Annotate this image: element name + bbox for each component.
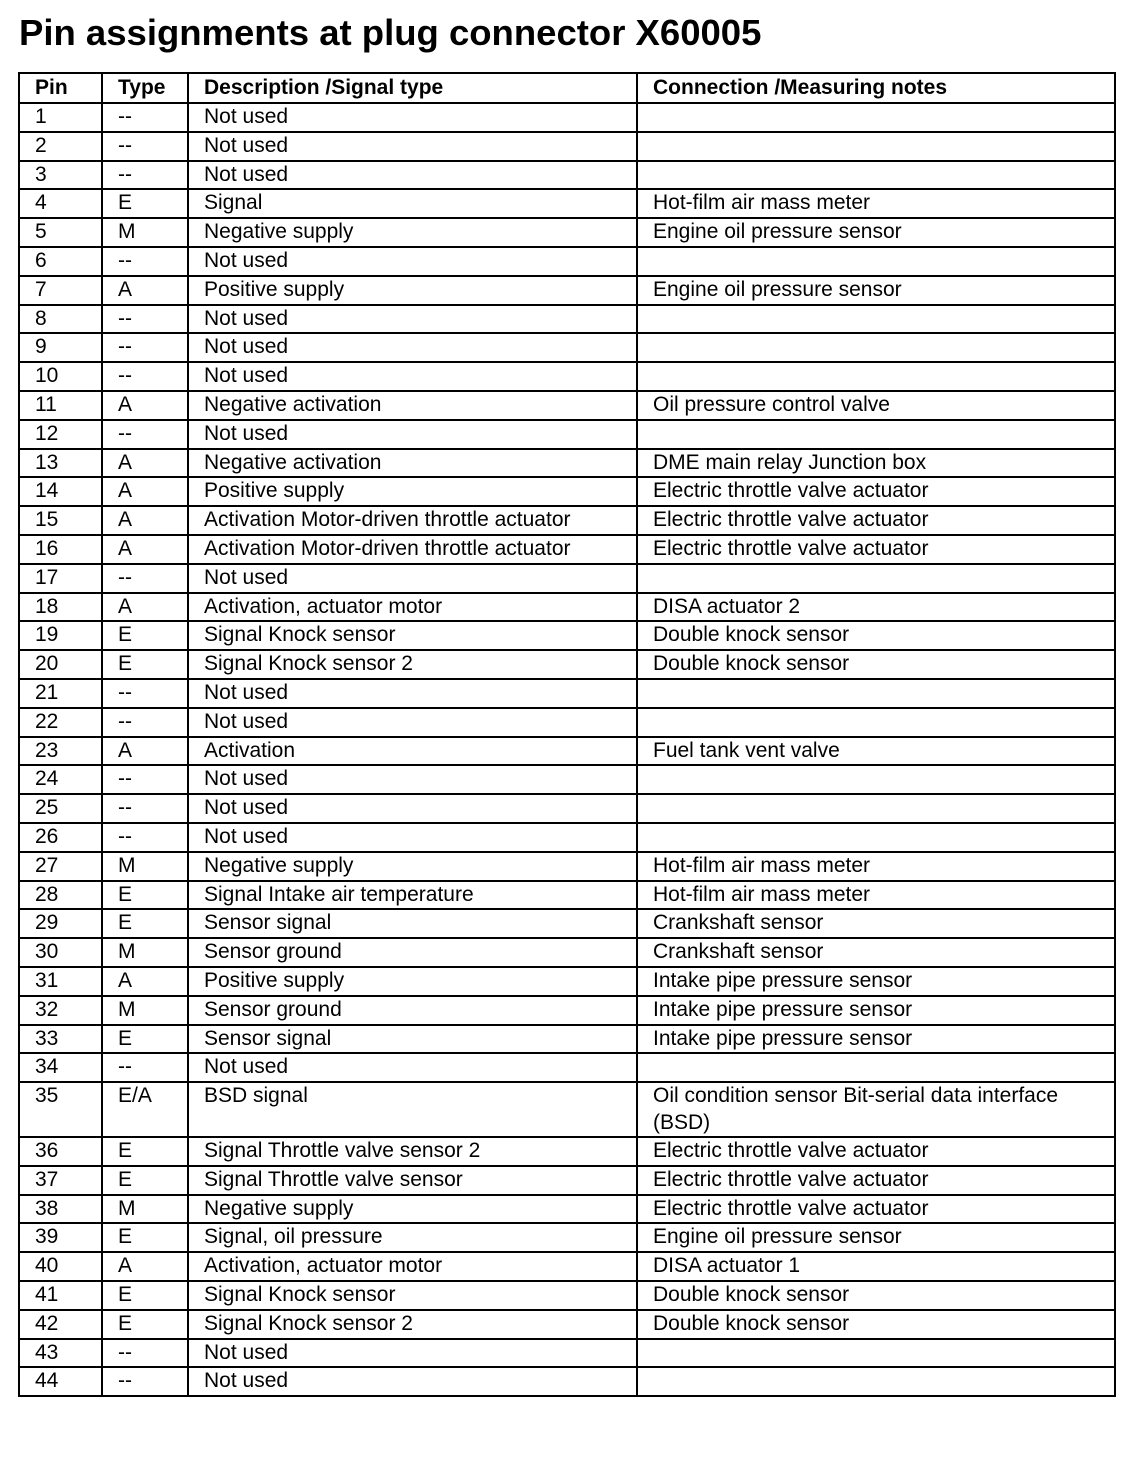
cell-description: Signal Knock sensor 2: [188, 650, 637, 679]
cell-description: Signal Throttle valve sensor 2: [188, 1137, 637, 1166]
cell-pin: 39: [19, 1223, 102, 1252]
cell-pin: 16: [19, 535, 102, 564]
table-row: [19, 189, 1115, 218]
cell-type: E: [102, 1025, 188, 1054]
table-row: [19, 420, 1115, 449]
cell-description: Signal Throttle valve sensor: [188, 1166, 637, 1195]
cell-notes: Intake pipe pressure sensor: [637, 1025, 1115, 1054]
cell-notes: Electric throttle valve actuator: [637, 1137, 1115, 1166]
table-header-row: [19, 73, 1115, 103]
table-row: [19, 1310, 1115, 1339]
cell-description: Not used: [188, 420, 637, 449]
cell-type: E: [102, 621, 188, 650]
cell-type: M: [102, 938, 188, 967]
cell-description: Not used: [188, 708, 637, 737]
cell-notes: DISA actuator 1: [637, 1252, 1115, 1281]
table-row: [19, 1339, 1115, 1368]
cell-notes: Fuel tank vent valve: [637, 737, 1115, 766]
table-row: [19, 333, 1115, 362]
cell-type: M: [102, 218, 188, 247]
cell-type: --: [102, 247, 188, 276]
cell-notes: [637, 564, 1115, 593]
cell-notes: Electric throttle valve actuator: [637, 1195, 1115, 1224]
table-row: [19, 1252, 1115, 1281]
cell-description: Not used: [188, 103, 637, 132]
cell-pin: 14: [19, 477, 102, 506]
table-row: [19, 593, 1115, 622]
cell-notes: Crankshaft sensor: [637, 909, 1115, 938]
cell-notes: Electric throttle valve actuator: [637, 1166, 1115, 1195]
cell-type: --: [102, 305, 188, 334]
table-row: [19, 1166, 1115, 1195]
cell-pin: 11: [19, 391, 102, 420]
cell-type: A: [102, 449, 188, 478]
cell-type: A: [102, 276, 188, 305]
cell-description: Sensor ground: [188, 996, 637, 1025]
cell-description: Signal Knock sensor: [188, 621, 637, 650]
cell-notes: [637, 305, 1115, 334]
cell-description: Not used: [188, 305, 637, 334]
cell-pin: 15: [19, 506, 102, 535]
table-row: [19, 564, 1115, 593]
cell-notes: DISA actuator 2: [637, 593, 1115, 622]
cell-description: Not used: [188, 823, 637, 852]
cell-pin: 13: [19, 449, 102, 478]
cell-type: A: [102, 391, 188, 420]
cell-description: Not used: [188, 247, 637, 276]
cell-description: Signal, oil pressure: [188, 1223, 637, 1252]
cell-type: E: [102, 881, 188, 910]
cell-description: Not used: [188, 161, 637, 190]
cell-notes: [637, 823, 1115, 852]
table-row: [19, 708, 1115, 737]
cell-description: Sensor ground: [188, 938, 637, 967]
cell-description: Activation, actuator motor: [188, 1252, 637, 1281]
table-row: [19, 909, 1115, 938]
cell-notes: [637, 1053, 1115, 1082]
cell-type: --: [102, 333, 188, 362]
cell-type: E: [102, 1223, 188, 1252]
cell-description: Not used: [188, 1367, 637, 1396]
cell-description: Not used: [188, 564, 637, 593]
cell-pin: 18: [19, 593, 102, 622]
cell-pin: 5: [19, 218, 102, 247]
cell-description: Positive supply: [188, 477, 637, 506]
table-row: [19, 218, 1115, 247]
cell-pin: 43: [19, 1339, 102, 1368]
table-row: [19, 1025, 1115, 1054]
header-notes: Connection /Measuring notes: [637, 73, 1115, 103]
cell-type: E: [102, 1166, 188, 1195]
cell-description: Positive supply: [188, 276, 637, 305]
cell-type: E: [102, 1310, 188, 1339]
table-row: [19, 161, 1115, 190]
cell-type: --: [102, 1367, 188, 1396]
cell-pin: 10: [19, 362, 102, 391]
cell-pin: 36: [19, 1137, 102, 1166]
table-row: [19, 967, 1115, 996]
cell-type: A: [102, 506, 188, 535]
cell-notes: Double knock sensor: [637, 1310, 1115, 1339]
cell-pin: 9: [19, 333, 102, 362]
cell-pin: 26: [19, 823, 102, 852]
cell-pin: 42: [19, 1310, 102, 1339]
cell-type: --: [102, 161, 188, 190]
cell-pin: 23: [19, 737, 102, 766]
cell-description: Signal Knock sensor: [188, 1281, 637, 1310]
cell-pin: 31: [19, 967, 102, 996]
table-row: [19, 1053, 1115, 1082]
cell-type: --: [102, 708, 188, 737]
cell-type: --: [102, 794, 188, 823]
cell-notes: Oil condition sensor Bit-serial data interface (BSD): [637, 1082, 1115, 1137]
header-type: Type: [102, 73, 188, 103]
table-row: [19, 305, 1115, 334]
cell-description: Signal Knock sensor 2: [188, 1310, 637, 1339]
cell-description: Negative activation: [188, 449, 637, 478]
cell-description: Not used: [188, 765, 637, 794]
table-row: [19, 1367, 1115, 1396]
cell-notes: [637, 362, 1115, 391]
cell-notes: [637, 333, 1115, 362]
cell-description: BSD signal: [188, 1082, 637, 1137]
cell-pin: 38: [19, 1195, 102, 1224]
cell-notes: [637, 765, 1115, 794]
cell-pin: 1: [19, 103, 102, 132]
cell-type: --: [102, 1339, 188, 1368]
cell-notes: [637, 161, 1115, 190]
cell-type: --: [102, 1053, 188, 1082]
cell-pin: 12: [19, 420, 102, 449]
table-row: [19, 765, 1115, 794]
cell-type: A: [102, 967, 188, 996]
cell-pin: 3: [19, 161, 102, 190]
cell-pin: 7: [19, 276, 102, 305]
cell-notes: Crankshaft sensor: [637, 938, 1115, 967]
cell-pin: 41: [19, 1281, 102, 1310]
cell-description: Not used: [188, 132, 637, 161]
table-row: [19, 1195, 1115, 1224]
cell-description: Activation Motor-driven throttle actuator: [188, 535, 637, 564]
cell-pin: 20: [19, 650, 102, 679]
table-row: [19, 391, 1115, 420]
cell-description: Activation, actuator motor: [188, 593, 637, 622]
cell-type: E: [102, 1137, 188, 1166]
table-row: [19, 362, 1115, 391]
table-row: [19, 506, 1115, 535]
cell-notes: Electric throttle valve actuator: [637, 535, 1115, 564]
cell-pin: 37: [19, 1166, 102, 1195]
cell-notes: Intake pipe pressure sensor: [637, 967, 1115, 996]
cell-pin: 2: [19, 132, 102, 161]
cell-notes: Hot-film air mass meter: [637, 881, 1115, 910]
cell-description: Negative supply: [188, 852, 637, 881]
cell-notes: Engine oil pressure sensor: [637, 218, 1115, 247]
cell-notes: Double knock sensor: [637, 621, 1115, 650]
cell-type: A: [102, 535, 188, 564]
cell-pin: 33: [19, 1025, 102, 1054]
cell-type: A: [102, 593, 188, 622]
cell-pin: 35: [19, 1082, 102, 1137]
cell-type: --: [102, 765, 188, 794]
cell-type: M: [102, 996, 188, 1025]
cell-type: E: [102, 650, 188, 679]
cell-type: --: [102, 103, 188, 132]
cell-pin: 21: [19, 679, 102, 708]
table-row: [19, 938, 1115, 967]
cell-pin: 22: [19, 708, 102, 737]
cell-type: --: [102, 420, 188, 449]
cell-pin: 34: [19, 1053, 102, 1082]
cell-notes: [637, 794, 1115, 823]
cell-pin: 32: [19, 996, 102, 1025]
cell-type: --: [102, 132, 188, 161]
cell-notes: DME main relay Junction box: [637, 449, 1115, 478]
cell-description: Negative activation: [188, 391, 637, 420]
cell-description: Negative supply: [188, 1195, 637, 1224]
cell-type: --: [102, 564, 188, 593]
cell-type: A: [102, 1252, 188, 1281]
cell-notes: Electric throttle valve actuator: [637, 506, 1115, 535]
pin-assignment-table: [18, 72, 1116, 1397]
cell-notes: Engine oil pressure sensor: [637, 1223, 1115, 1252]
cell-type: --: [102, 362, 188, 391]
cell-pin: 6: [19, 247, 102, 276]
cell-type: A: [102, 477, 188, 506]
table-row: [19, 794, 1115, 823]
table-row: [19, 535, 1115, 564]
cell-description: Positive supply: [188, 967, 637, 996]
cell-notes: Double knock sensor: [637, 1281, 1115, 1310]
cell-notes: [637, 1339, 1115, 1368]
cell-pin: 29: [19, 909, 102, 938]
cell-pin: 25: [19, 794, 102, 823]
cell-notes: Intake pipe pressure sensor: [637, 996, 1115, 1025]
table-row: [19, 1223, 1115, 1252]
cell-notes: Electric throttle valve actuator: [637, 477, 1115, 506]
page-title: Pin assignments at plug connector X60005: [19, 12, 762, 53]
cell-type: --: [102, 823, 188, 852]
cell-description: Sensor signal: [188, 1025, 637, 1054]
table-row: [19, 996, 1115, 1025]
cell-type: E: [102, 909, 188, 938]
table-row: [19, 276, 1115, 305]
cell-description: Signal: [188, 189, 637, 218]
cell-pin: 4: [19, 189, 102, 218]
cell-notes: Hot-film air mass meter: [637, 189, 1115, 218]
cell-type: M: [102, 852, 188, 881]
cell-description: Sensor signal: [188, 909, 637, 938]
cell-notes: [637, 708, 1115, 737]
cell-description: Not used: [188, 1339, 637, 1368]
table-row: [19, 132, 1115, 161]
cell-notes: Hot-film air mass meter: [637, 852, 1115, 881]
cell-pin: 40: [19, 1252, 102, 1281]
cell-pin: 19: [19, 621, 102, 650]
cell-pin: 30: [19, 938, 102, 967]
cell-pin: 44: [19, 1367, 102, 1396]
table-row: [19, 621, 1115, 650]
table-row: [19, 449, 1115, 478]
cell-description: Not used: [188, 333, 637, 362]
cell-description: Not used: [188, 362, 637, 391]
table-row: [19, 247, 1115, 276]
table-row: [19, 103, 1115, 132]
cell-description: Activation Motor-driven throttle actuator: [188, 506, 637, 535]
cell-pin: 8: [19, 305, 102, 334]
cell-type: E: [102, 1281, 188, 1310]
cell-pin: 24: [19, 765, 102, 794]
header-description: Description /Signal type: [188, 73, 637, 103]
table-row: [19, 852, 1115, 881]
cell-notes: [637, 103, 1115, 132]
cell-notes: [637, 679, 1115, 708]
header-pin: Pin: [19, 73, 102, 103]
table-row: [19, 1281, 1115, 1310]
cell-type: --: [102, 679, 188, 708]
table-row: [19, 737, 1115, 766]
cell-description: Not used: [188, 1053, 637, 1082]
cell-pin: 27: [19, 852, 102, 881]
cell-notes: [637, 132, 1115, 161]
cell-type: M: [102, 1195, 188, 1224]
table-row: [19, 823, 1115, 852]
cell-pin: 28: [19, 881, 102, 910]
table-row: [19, 650, 1115, 679]
table-row: [19, 1082, 1115, 1137]
cell-description: Not used: [188, 794, 637, 823]
table-row: [19, 1137, 1115, 1166]
cell-notes: [637, 1367, 1115, 1396]
cell-notes: [637, 247, 1115, 276]
cell-type: E/A: [102, 1082, 188, 1137]
cell-notes: Oil pressure control valve: [637, 391, 1115, 420]
table-row: [19, 679, 1115, 708]
cell-notes: Engine oil pressure sensor: [637, 276, 1115, 305]
cell-type: A: [102, 737, 188, 766]
cell-notes: [637, 420, 1115, 449]
cell-description: Negative supply: [188, 218, 637, 247]
cell-description: Signal Intake air temperature: [188, 881, 637, 910]
cell-description: Activation: [188, 737, 637, 766]
table-body: [19, 103, 1115, 1396]
cell-notes: Double knock sensor: [637, 650, 1115, 679]
table-row: [19, 881, 1115, 910]
table-row: [19, 477, 1115, 506]
cell-description: Not used: [188, 679, 637, 708]
cell-pin: 17: [19, 564, 102, 593]
cell-type: E: [102, 189, 188, 218]
